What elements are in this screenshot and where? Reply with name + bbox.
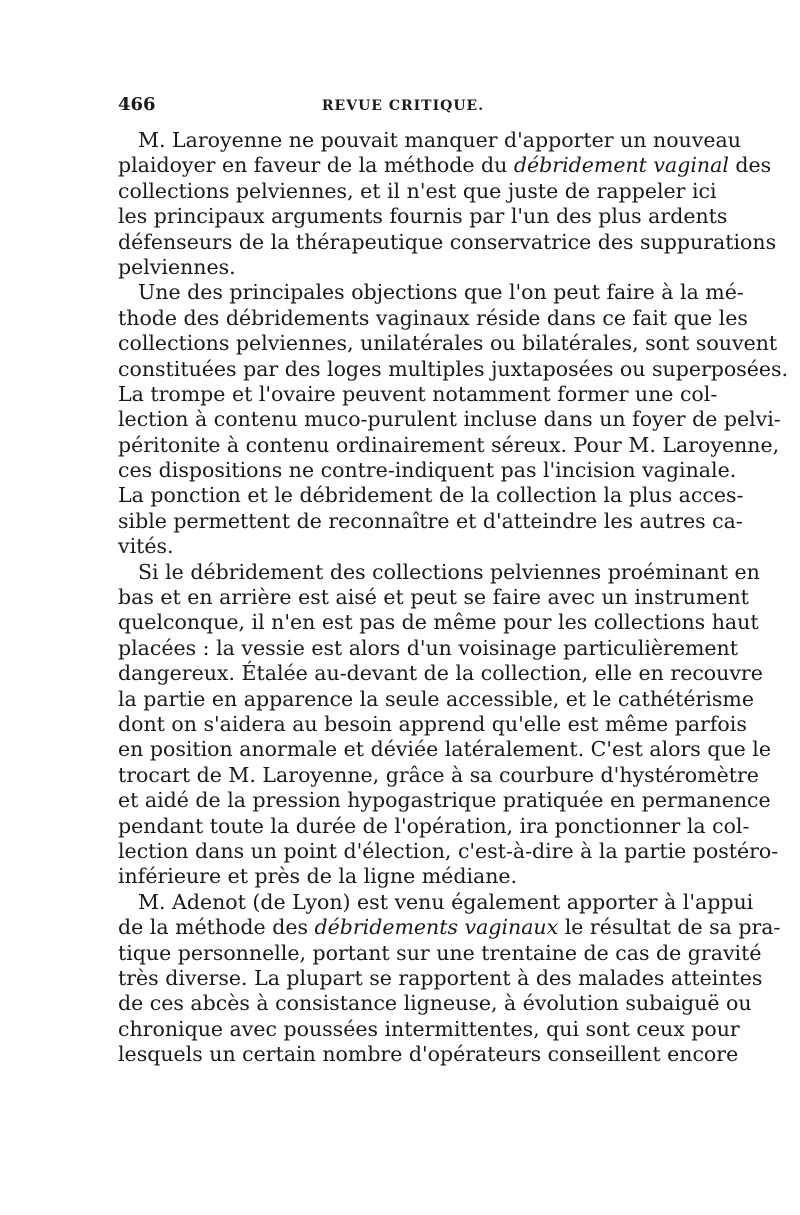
text-segment: collections pelviennes, et il n'est que juste de rappeler ici <box>118 178 717 203</box>
text-segment: plaidoyer en faveur de la méthode du <box>118 153 514 178</box>
text-line <box>118 965 763 991</box>
text-line <box>118 737 771 762</box>
italic-text: débridement vaginal <box>513 153 729 178</box>
text-line <box>118 1042 739 1067</box>
text-segment: placées : la vessie est alors d'un voisinage particulièrement <box>118 635 738 660</box>
text-segment: chronique avec poussées intermittentes, qui sont ceux pour <box>118 1016 740 1041</box>
text-segment: collections pelviennes, unilatérales ou bilatérales, sont souvent <box>118 331 778 356</box>
text-segment: lesquels un certain nombre d'opérateurs conseillent encore <box>118 1042 739 1067</box>
text-segment: inférieure et près de la ligne médiane. <box>118 864 518 889</box>
text-line <box>118 889 754 915</box>
text-segment: dont on s'aidera au besoin apprend qu'elle est même parfois <box>118 711 747 736</box>
text-line <box>118 559 760 585</box>
text-line <box>118 458 737 483</box>
text-line <box>118 255 688 280</box>
text-segment: péritonite à contenu ordinairement séreux. Pour M. Laroyenne, <box>118 432 780 457</box>
text-line <box>118 432 780 458</box>
text-line <box>118 991 752 1016</box>
text-segment: le résultat de sa pra- <box>558 915 781 940</box>
text-line <box>118 762 759 788</box>
italic-text: débridements vaginaux <box>314 915 559 940</box>
paragraph <box>118 280 789 559</box>
text-segment: la partie en apparence la seule accessible, et le cathétérisme <box>118 686 754 711</box>
text-segment: lection dans un point d'élection, c'est-à-dire à la partie postéro- <box>118 838 779 863</box>
text-line <box>118 508 743 534</box>
text-line <box>118 229 777 255</box>
text-line <box>118 940 762 966</box>
text-segment: et aidé de la pression hypogastrique pratiquée en permanence <box>118 788 771 813</box>
text-line <box>118 483 744 508</box>
text-line <box>118 635 738 661</box>
paragraph <box>118 559 779 890</box>
text-segment: vités. <box>118 534 174 559</box>
text-segment: constituées par des loges multiples juxtaposées ou superposées. <box>118 356 789 381</box>
text-line <box>118 864 688 889</box>
text-line <box>118 153 772 178</box>
text-segment: quelconque, il n'en est pas de même pour les collections haut <box>118 610 759 635</box>
text-segment: La trompe et l'ovaire peuvent notamment former une col- <box>118 381 718 406</box>
text-line <box>118 788 771 813</box>
text-line <box>118 661 763 686</box>
text-segment: pelviennes. <box>118 254 236 279</box>
page-header <box>118 94 688 124</box>
text-line <box>118 813 750 839</box>
text-line <box>118 356 789 382</box>
text-segment: Une des principales objections que l'on peut faire à la mé- <box>138 280 744 305</box>
body-text <box>118 128 789 1067</box>
text-line <box>118 1016 740 1042</box>
text-line <box>118 534 688 559</box>
text-line <box>118 128 741 153</box>
text-line <box>118 381 718 407</box>
text-segment: très diverse. La plupart se rapportent à des malades atteintes <box>118 965 763 990</box>
text-segment: dangereux. Étalée au-devant de la collection, elle en recouvre <box>118 661 763 686</box>
text-segment: lection à contenu muco-purulent incluse dans un foyer de pelvi- <box>118 407 781 432</box>
paragraph <box>118 889 781 1068</box>
text-line <box>118 305 748 331</box>
text-line <box>118 331 778 356</box>
text-segment: thode des débridements vaginaux réside dans ce fait que les <box>118 305 748 330</box>
text-segment: tique personnelle, portant sur une trentaine de cas de gravité <box>118 940 762 965</box>
text-segment: ces dispositions ne contre-indiquent pas l'incision vaginale. <box>118 458 737 483</box>
text-line <box>118 610 759 635</box>
text-line <box>118 838 779 864</box>
paragraph <box>118 128 777 280</box>
text-segment: de ces abcès à consistance ligneuse, à évolution subaiguë ou <box>118 991 752 1016</box>
text-line <box>118 204 728 229</box>
text-segment: en position anormale et déviée latéralement. C'est alors que le <box>118 737 771 762</box>
text-line <box>118 686 754 712</box>
text-segment: pendant toute la durée de l'opération, ira ponctionner la col- <box>118 813 750 838</box>
text-segment: des <box>728 153 772 178</box>
text-line <box>118 585 749 610</box>
text-segment: trocart de M. Laroyenne, grâce à sa courbure d'hystéromètre <box>118 762 759 787</box>
text-line <box>118 407 781 432</box>
text-segment: sible permettent de reconnaître et d'atteindre les autres ca- <box>118 508 743 533</box>
text-line <box>118 711 747 737</box>
text-segment: M. Laroyenne ne pouvait manquer d'apporter un nouveau <box>138 128 741 152</box>
text-segment: les principaux arguments fournis par l'un des plus ardents <box>118 204 728 229</box>
page-number: 466 <box>118 94 156 115</box>
text-segment: bas et en arrière est aisé et peut se faire avec un instrument <box>118 585 749 610</box>
text-segment: de la méthode des <box>118 915 315 940</box>
running-head: REVUE CRITIQUE. <box>321 98 485 114</box>
text-segment: défenseurs de la thérapeutique conservatrice des suppurations <box>118 229 777 254</box>
text-line <box>118 280 744 305</box>
text-line <box>118 915 781 940</box>
text-line <box>118 178 717 204</box>
text-segment: M. Adenot (de Lyon) est venu également apporter à l'appui <box>138 889 754 914</box>
text-segment: Si le débridement des collections pelviennes proéminant en <box>138 559 760 584</box>
text-segment: La ponction et le débridement de la collection la plus acces- <box>118 483 744 508</box>
